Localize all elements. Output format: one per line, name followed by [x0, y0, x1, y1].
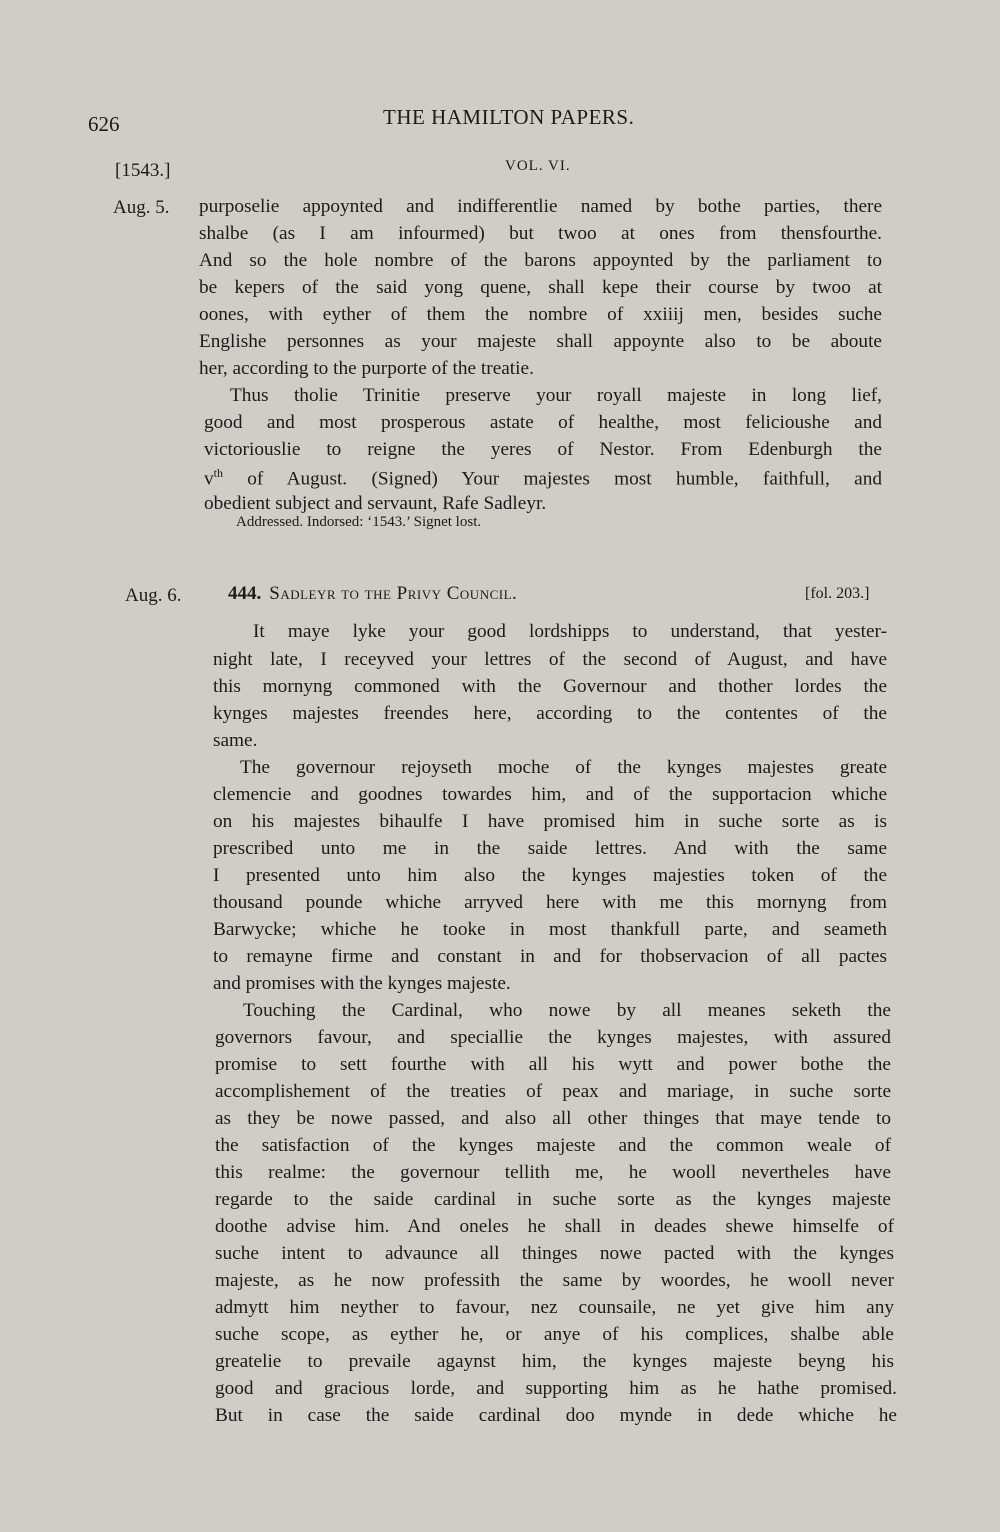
letter-title: Sadleyr to the Privy Council. [269, 583, 518, 604]
text-line: The governour rejoyseth moche of the kynges majestes greate [240, 757, 887, 778]
text-line: shalbe (as I am infourmed) but twoo at ones from thensfourthe. [199, 223, 882, 244]
text-line: And so the hole nombre of the barons appoynted by the parliament to [199, 250, 882, 271]
year-marker: [1543.] [115, 160, 171, 181]
text-line: and promises with the kynges majeste. [213, 973, 511, 994]
text-line: this mornyng commoned with the Governour and thother lordes the [213, 676, 887, 697]
text-line: kynges majestes freendes here, according to the contentes of the [213, 703, 887, 724]
text-line: as they be nowe passed, and also all other thinges that maye tende to [215, 1108, 891, 1129]
address-note: Addressed. Indorsed: ‘1543.’ Signet lost. [236, 514, 482, 530]
text-line: night late, I receyved your lettres of the second of August, and have [213, 649, 887, 670]
text-line: governors favour, and speciallie the kynges majestes, with assured [215, 1027, 891, 1048]
text-line: on his majestes bihaulfe I have promised him in suche sorte as is [213, 811, 887, 832]
text-line: suche scope, as eyther he, or anye of his complices, shalbe able [215, 1324, 894, 1345]
text-line: oones, with eyther of them the nombre of xxiiij men, besides suche [199, 304, 882, 325]
text-line: accomplishement of the treaties of peax and mariage, in suche sorte [215, 1081, 891, 1102]
text-line: greatelie to prevaile agaynst him, the kynges majeste beyng his [215, 1351, 894, 1372]
text-line: doothe advise him. And oneles he shall in deades shewe himselfe of [215, 1216, 894, 1237]
text-line: Englishe personnes as your majeste shall appoynte also to be aboute [199, 331, 882, 352]
text-line: regarde to the saide cardinal in suche sorte as the kynges majeste [215, 1189, 891, 1210]
text-line: victoriouslie to reigne the yeres of Nestor. From Edenburgh the [204, 439, 882, 460]
text-line: good and most prosperous astate of healthe, most felicioushe and [204, 412, 882, 433]
text-line: suche intent to advaunce all thinges nowe pacted with the kynges [215, 1243, 894, 1264]
letter-number: 444. [228, 583, 262, 604]
text-line: It maye lyke your good lordshipps to understand, that yester- [253, 621, 887, 642]
page-number: 626 [88, 112, 120, 136]
text-line: I presented unto him also the kynges majesties token of the [213, 865, 887, 886]
text-line: admytt him neyther to favour, nez counsaile, ne yet give him any [215, 1297, 894, 1318]
text-line: her, according to the purporte of the treatie. [199, 358, 534, 379]
text-line: $v^{th}$ of August. (Signed) Your majestes most humble, faithfull, and [204, 466, 882, 490]
text-line: But in case the saide cardinal doo mynde in dede whiche he [215, 1405, 897, 1426]
text-line: good and gracious lorde, and supporting him as he hathe promised. [215, 1378, 897, 1399]
margin-date: Aug. 5. [113, 197, 170, 218]
text-line: purposelie appoynted and indifferentlie named by bothe parties, there [199, 196, 882, 217]
text-line: this realme: the governour tellith me, he wooll nevertheles have [215, 1162, 891, 1183]
text-line: same. [213, 730, 258, 751]
folio-reference: [fol. 203.] [805, 585, 870, 602]
running-title: THE HAMILTON PAPERS. [383, 105, 635, 129]
text-line: be kepers of the said yong quene, shall kepe their course by twoo at [199, 277, 882, 298]
text-line: Barwycke; whiche he tooke in most thankfull parte, and seameth [213, 919, 887, 940]
text-line: prescribed unto me in the saide lettres. And with the same [213, 838, 887, 859]
volume-marker: VOL. VI. [505, 158, 571, 174]
text-line: to remayne firme and constant in and for thobservacion of all pactes [213, 946, 887, 967]
text-line: obedient subject and servaunt, Rafe Sadleyr. [204, 493, 547, 514]
text-line: Thus tholie Trinitie preserve your royall majeste in long lief, [230, 385, 882, 406]
text-line: promise to sett fourthe with all his wytt and power bothe the [215, 1054, 891, 1075]
text-line: Touching the Cardinal, who nowe by all meanes seketh the [243, 1000, 891, 1021]
text-line: the satisfaction of the kynges majeste and the common weale of [215, 1135, 891, 1156]
letter-heading [228, 583, 517, 605]
margin-date: Aug. 6. [125, 585, 182, 606]
text-line: majeste, as he now professith the same by woordes, he wooll never [215, 1270, 894, 1291]
text-line: clemencie and goodnes towardes him, and of the supportacion whiche [213, 784, 887, 805]
text-line: thousand pounde whiche arryved here with me this mornyng from [213, 892, 887, 913]
